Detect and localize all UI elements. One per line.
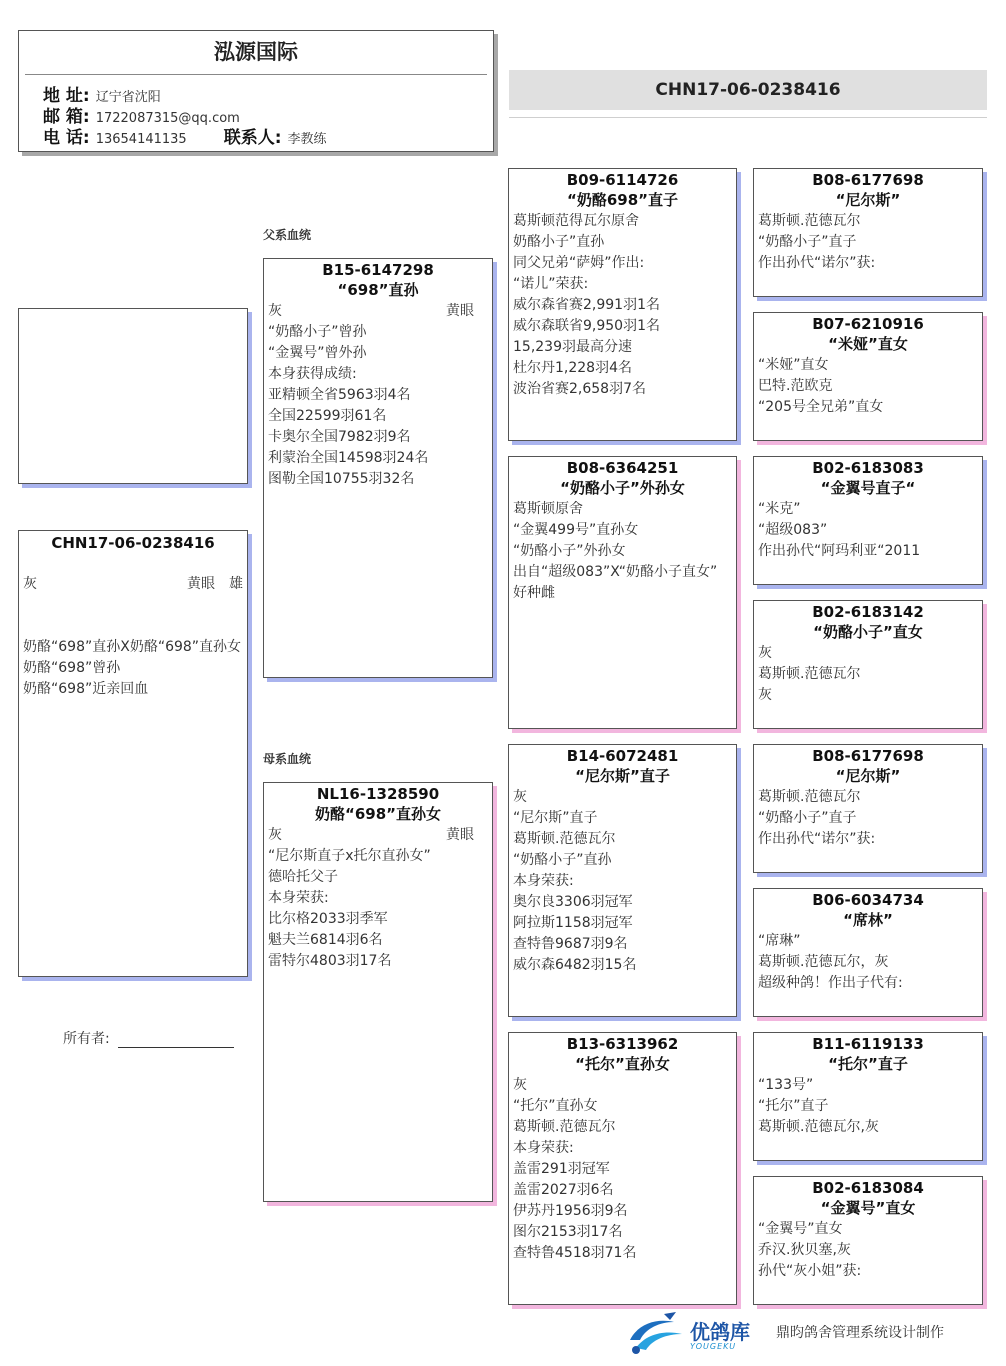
card-note: 威尔森6482羽15名 — [513, 957, 637, 973]
address-row — [43, 86, 161, 108]
sire-note: “金翼号”曾外孙 — [268, 345, 367, 361]
card-note: “超级083” — [758, 522, 828, 538]
breeder-name: 泓源国际 — [214, 40, 298, 64]
card-note: 同父兄弟“萨姆”作出: — [513, 255, 645, 271]
card-note: 超级种鸽！作出子代有: — [758, 975, 903, 991]
phone-row — [43, 128, 327, 150]
card-note: “米娅”直女 — [758, 357, 829, 373]
ggp-title: “托尔”直子 — [828, 1055, 908, 1073]
subject-traits — [19, 574, 247, 595]
dam-note: 德哈托父子 — [268, 869, 338, 885]
sire-note: 卡奥尔全国7982羽9名 — [268, 429, 411, 445]
grandsire-maternal-ring: B14-6072481 — [566, 747, 679, 765]
card-note: “奶酪小子”直子 — [758, 234, 857, 250]
sire-ring: B15-6147298 — [322, 261, 434, 279]
card-note: “托尔”直子 — [758, 1098, 829, 1114]
card-note: 好种雌 — [513, 585, 555, 601]
ggp-card — [753, 744, 983, 873]
brand-name: 优鸽库 — [690, 1320, 750, 1344]
card-note: “奶酪小子”直孙 — [513, 852, 612, 868]
sire-note: 图勒全国10755羽32名 — [268, 471, 415, 487]
card-note: 查特鲁9687羽9名 — [513, 936, 628, 952]
dam-color: 灰 — [268, 827, 282, 843]
sire-title: “698”直孙 — [337, 281, 419, 299]
subject-note: 奶酪“698”直孙X奶酪“698”直孙女 — [23, 639, 242, 655]
card-note: “金翼499号”直孙女 — [513, 522, 639, 538]
card-note: 盖雷2027羽6名 — [513, 1182, 614, 1198]
phone-value: 13654141135 — [95, 132, 187, 147]
ggp-card — [753, 600, 983, 729]
card-note: “205号全兄弟”直女 — [758, 399, 884, 415]
card-note: 作出孙代“阿玛利亚“2011 — [758, 543, 921, 559]
sire-note: 亚精顿全省5963羽4名 — [268, 387, 411, 403]
card-note: 灰 — [513, 1077, 527, 1093]
card-note: “奶酪小子”外孙女 — [513, 543, 626, 559]
ggp-card — [753, 1176, 983, 1305]
dam-note: 魁夫兰6814羽6名 — [268, 932, 383, 948]
grandsire-maternal-title: “尼尔斯”直子 — [575, 767, 670, 785]
card-note: 波治省赛2,658羽7名 — [513, 381, 646, 397]
ggp-title: “席林” — [843, 911, 893, 929]
subject-note: 奶酪“698”曾孙 — [23, 660, 121, 676]
card-note: 阿拉斯1158羽冠军 — [513, 915, 633, 931]
card-note: 葛斯顿.范德瓦尔，灰 — [758, 954, 889, 970]
ggp-title: “金翼号”直女 — [820, 1199, 916, 1217]
card-note: 威尔森联省9,950羽1名 — [513, 318, 660, 334]
granddam-maternal-title: “托尔”直孙女 — [575, 1055, 670, 1073]
grandsire-maternal-card — [508, 744, 737, 1017]
card-note: “米克” — [758, 501, 801, 517]
card-note: 查特鲁4518羽71名 — [513, 1245, 637, 1261]
contact-value: 李教练 — [287, 132, 327, 147]
sire-traits — [264, 301, 492, 322]
ggp-ring: B02-6183142 — [812, 603, 924, 621]
sire-note: “奶酪小子”曾孙 — [268, 324, 367, 340]
card-note: 本身荣获: — [513, 1140, 574, 1156]
owner-signature-line — [118, 1033, 234, 1048]
dam-note: 本身荣获: — [268, 890, 329, 906]
ggp-title: “尼尔斯” — [835, 191, 901, 209]
card-note: 灰 — [513, 789, 527, 805]
dam-eye: 黄眼 — [446, 827, 474, 843]
yougeku-logo-icon — [624, 1310, 686, 1356]
ggp-card — [753, 888, 983, 1017]
pedigree-ring-banner: CHN17-06-0238416 — [509, 70, 987, 110]
subject-eye: 黄眼 — [187, 576, 215, 592]
card-note: 灰 — [758, 687, 772, 703]
card-note: “托尔”直孙女 — [513, 1098, 598, 1114]
grandsire-paternal-ring: B09-6114726 — [566, 171, 679, 189]
pigeon-photo — [18, 308, 248, 484]
card-note: 本身荣获: — [513, 873, 574, 889]
card-note: 葛斯顿.范德瓦尔 — [758, 789, 861, 805]
sire-note: 利蒙治全国14598羽24名 — [268, 450, 429, 466]
ggp-card — [753, 1032, 983, 1161]
granddam-maternal-ring: B13-6313962 — [566, 1035, 679, 1053]
ggp-title: “金翼号直子“ — [820, 479, 916, 497]
owner-label: 所有者: — [63, 1031, 110, 1047]
ggp-card — [753, 312, 983, 441]
ggp-ring: B11-6119133 — [812, 1035, 924, 1053]
card-note: “133号” — [758, 1077, 814, 1093]
subject-note: 奶酪“698”近亲回血 — [23, 681, 149, 697]
card-note: 15,239羽最高分速 — [513, 339, 632, 355]
dam-line-label: 母系血统 — [263, 752, 312, 766]
dam-note: “尼尔斯直子x托尔直孙女” — [268, 848, 431, 864]
ggp-ring: B07-6210916 — [812, 315, 924, 333]
subject-ring: CHN17-06-0238416 — [51, 534, 215, 552]
dam-note: 雷特尔4803羽17名 — [268, 953, 392, 969]
granddam-paternal-ring: B08-6364251 — [566, 459, 679, 477]
card-note: 葛斯顿.范德瓦尔 — [758, 666, 861, 682]
card-note: 盖雷291羽冠军 — [513, 1161, 610, 1177]
card-note: 葛斯顿.范德瓦尔 — [513, 1119, 616, 1135]
ggp-ring: B02-6183084 — [812, 1179, 924, 1197]
dam-ring: NL16-1328590 — [316, 785, 440, 803]
card-note: 葛斯顿.范德瓦尔,灰 — [758, 1119, 879, 1135]
phone-label: 电 话: — [43, 128, 90, 148]
card-note: 乔汉.狄贝塞,灰 — [758, 1242, 851, 1258]
maker-credit: 鼎昀鸽舍管理系统设计制作 — [776, 1325, 944, 1341]
contact-label: 联系人: — [223, 128, 282, 148]
card-note: 灰 — [758, 645, 772, 661]
dam-note: 比尔格2033羽季军 — [268, 911, 388, 927]
card-note: “尼尔斯”直子 — [513, 810, 598, 826]
subject-card — [18, 530, 248, 977]
banner-divider — [509, 117, 987, 118]
ggp-title: “尼尔斯” — [835, 767, 901, 785]
sire-color: 灰 — [268, 303, 282, 319]
card-note: 作出孙代“诺尔”获: — [758, 255, 876, 271]
dam-traits — [264, 825, 492, 846]
owner-field — [63, 1028, 234, 1048]
card-note: “金翼号”直女 — [758, 1221, 843, 1237]
ggp-ring: B02-6183083 — [812, 459, 924, 477]
ggp-card — [753, 168, 983, 297]
email-value: 1722087315@qq.com — [95, 111, 240, 126]
card-note: 奥尔良3306羽冠军 — [513, 894, 633, 910]
card-note: 伊苏丹1956羽9名 — [513, 1203, 628, 1219]
card-note: 奶酪小子”直孙 — [513, 234, 605, 250]
sire-line-label: 父系血统 — [263, 228, 312, 242]
card-note: 葛斯顿范得瓦尔原舍 — [513, 213, 639, 229]
granddam-maternal-card — [508, 1032, 737, 1305]
sire-card — [263, 258, 493, 678]
granddam-paternal-title: “奶酪小子”外孙女 — [560, 479, 685, 497]
sire-note: 本身获得成绩: — [268, 366, 357, 382]
card-note: 出自“超级083”X“奶酪小子直女” — [513, 564, 718, 580]
ggp-ring: B06-6034734 — [812, 891, 924, 909]
card-note: 葛斯顿.范德瓦尔 — [758, 213, 861, 229]
grandsire-paternal-card — [508, 168, 737, 441]
card-note: 杜尔丹1,228羽4名 — [513, 360, 632, 376]
sire-note: 全国22599羽61名 — [268, 408, 387, 424]
email-label: 邮 箱: — [43, 107, 90, 127]
header-divider — [25, 74, 487, 75]
brand-name-en: YOUGEKU — [690, 1342, 737, 1351]
footer — [622, 1308, 982, 1358]
card-note: 作出孙代“诺尔”获: — [758, 831, 876, 847]
card-note: 威尔森省赛2,991羽1名 — [513, 297, 660, 313]
dam-card — [263, 782, 493, 1202]
card-note: 葛斯顿.范德瓦尔 — [513, 831, 616, 847]
ggp-title: “奶酪小子”直女 — [813, 623, 923, 641]
card-note: 孙代“灰小姐”获: — [758, 1263, 862, 1279]
ggp-ring: B08-6177698 — [812, 171, 924, 189]
card-note: “奶酪小子”直子 — [758, 810, 857, 826]
address-value: 辽宁省沈阳 — [95, 90, 161, 105]
dam-title: 奶酪“698”直孙女 — [314, 805, 442, 823]
ggp-ring: B08-6177698 — [812, 747, 924, 765]
card-note: “席琳” — [758, 933, 801, 949]
card-note: 巴特.范欧克 — [758, 378, 833, 394]
breeder-header — [18, 30, 494, 152]
address-label: 地 址: — [43, 86, 90, 106]
subject-color: 灰 — [23, 576, 37, 592]
ggp-card — [753, 456, 983, 585]
granddam-paternal-card — [508, 456, 737, 729]
card-note: “诺儿”荣获: — [513, 276, 589, 292]
ggp-title: “米娅”直女 — [828, 335, 908, 353]
subject-sex: 雄 — [229, 576, 243, 592]
card-note: 葛斯顿原舍 — [513, 501, 583, 517]
sire-eye: 黄眼 — [446, 303, 474, 319]
email-row — [43, 107, 240, 129]
card-note: 图尔2153羽17名 — [513, 1224, 623, 1240]
grandsire-paternal-title: “奶酪698”直子 — [566, 191, 679, 209]
